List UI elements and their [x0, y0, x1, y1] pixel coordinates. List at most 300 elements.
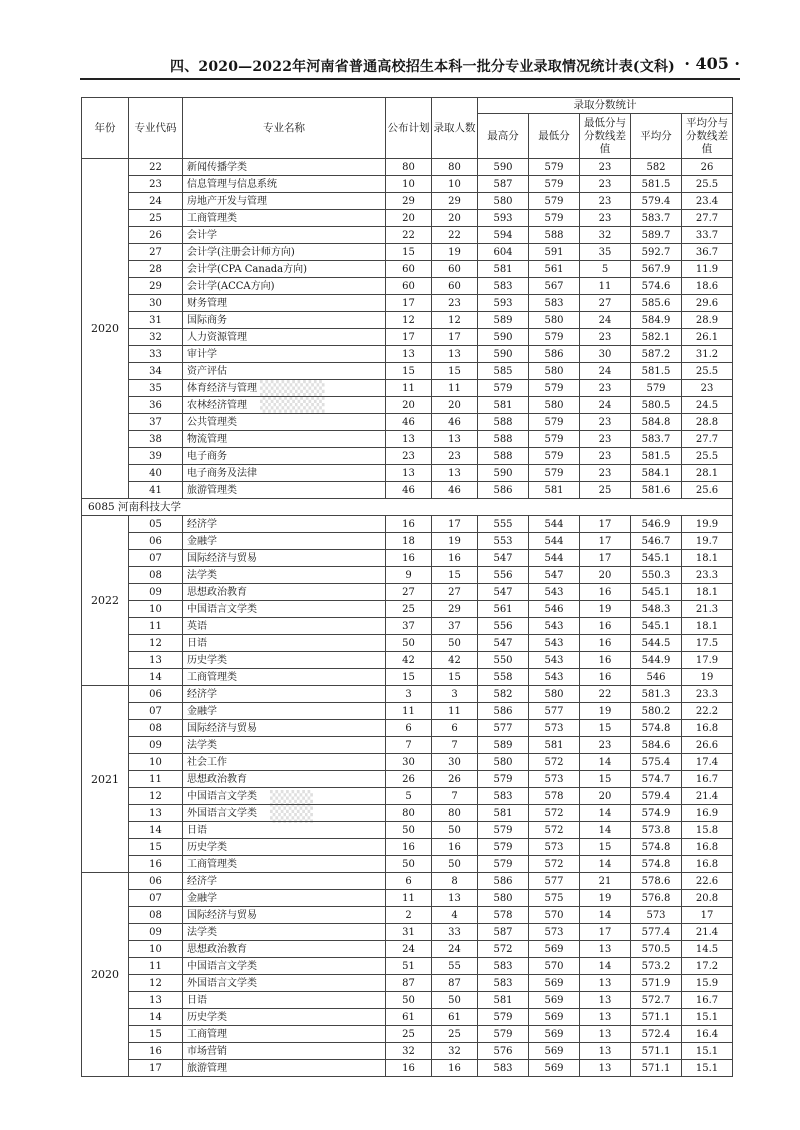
cell-max: 589 — [478, 737, 529, 754]
cell-admitted: 4 — [432, 907, 478, 924]
cell-min: 547 — [529, 567, 580, 584]
cell-avg-diff: 11.9 — [682, 261, 733, 278]
cell-admitted: 42 — [432, 652, 478, 669]
cell-avg: 578.6 — [631, 873, 682, 890]
cell-avg-diff: 15.8 — [682, 822, 733, 839]
cell-plan: 42 — [386, 652, 432, 669]
school-name: 6085 河南科技大学 — [82, 499, 733, 516]
cell-admitted: 80 — [432, 159, 478, 176]
cell-code: 10 — [129, 601, 183, 618]
cell-plan: 50 — [386, 635, 432, 652]
cell-plan: 9 — [386, 567, 432, 584]
cell-min-diff: 23 — [580, 210, 631, 227]
cell-code: 25 — [129, 210, 183, 227]
cell-admitted: 7 — [432, 737, 478, 754]
cell-min-diff: 23 — [580, 431, 631, 448]
cell-min-diff: 13 — [580, 992, 631, 1009]
table-row — [82, 380, 733, 397]
cell-min: 544 — [529, 516, 580, 533]
year-cell: 2020 — [82, 873, 129, 1077]
cell-min-diff: 23 — [580, 380, 631, 397]
cell-avg-diff: 17.4 — [682, 754, 733, 771]
cell-max: 583 — [478, 1060, 529, 1077]
cell-name: 信息管理与信息系统 — [183, 176, 386, 193]
cell-admitted: 50 — [432, 992, 478, 1009]
cell-min-diff: 23 — [580, 737, 631, 754]
cell-min-diff: 32 — [580, 227, 631, 244]
cell-min-diff: 15 — [580, 771, 631, 788]
cell-min-diff: 14 — [580, 822, 631, 839]
cell-admitted: 22 — [432, 227, 478, 244]
cell-max: 583 — [478, 958, 529, 975]
cell-avg: 570.5 — [631, 941, 682, 958]
cell-min-diff: 19 — [580, 703, 631, 720]
cell-admitted: 29 — [432, 601, 478, 618]
cell-avg-diff: 22.6 — [682, 873, 733, 890]
cell-max: 590 — [478, 346, 529, 363]
cell-plan: 61 — [386, 1009, 432, 1026]
col-header-name: 专业名称 — [183, 98, 386, 159]
cell-name: 日语 — [183, 635, 386, 652]
table-row — [82, 601, 733, 618]
cell-admitted: 11 — [432, 703, 478, 720]
cell-code: 26 — [129, 227, 183, 244]
cell-min: 570 — [529, 958, 580, 975]
cell-name: 国际经济与贸易 — [183, 550, 386, 567]
cell-name: 旅游管理类 — [183, 482, 386, 499]
cell-admitted: 13 — [432, 465, 478, 482]
cell-max: 550 — [478, 652, 529, 669]
cell-code: 30 — [129, 295, 183, 312]
cell-avg: 582 — [631, 159, 682, 176]
page-header — [80, 50, 740, 84]
cell-avg-diff: 16.4 — [682, 1026, 733, 1043]
cell-name: 电子商务及法律 — [183, 465, 386, 482]
table-row — [82, 244, 733, 261]
cell-admitted: 20 — [432, 397, 478, 414]
page-title: 四、2020—2022年河南省普通高校招生本科一批分专业录取情况统计表(文科) — [170, 59, 675, 75]
cell-code: 35 — [129, 380, 183, 397]
cell-code: 15 — [129, 839, 183, 856]
cell-max: 581 — [478, 805, 529, 822]
cell-max: 586 — [478, 703, 529, 720]
year-cell: 2022 — [82, 516, 129, 686]
cell-name: 历史学类 — [183, 1009, 386, 1026]
cell-max: 581 — [478, 261, 529, 278]
cell-min: 579 — [529, 431, 580, 448]
cell-min-diff: 24 — [580, 312, 631, 329]
table-row — [82, 720, 733, 737]
cell-admitted: 20 — [432, 210, 478, 227]
cell-min-diff: 23 — [580, 193, 631, 210]
cell-code: 08 — [129, 720, 183, 737]
cell-code: 37 — [129, 414, 183, 431]
cell-code: 10 — [129, 941, 183, 958]
cell-min: 569 — [529, 1060, 580, 1077]
cell-name: 思想政治教育 — [183, 771, 386, 788]
cell-plan: 46 — [386, 414, 432, 431]
cell-name: 中国语言文学类 — [183, 958, 386, 975]
cell-avg-diff: 16.7 — [682, 992, 733, 1009]
cell-name: 市场营销 — [183, 1043, 386, 1060]
cell-min-diff: 23 — [580, 329, 631, 346]
cell-name: 法学类 — [183, 737, 386, 754]
cell-plan: 10 — [386, 176, 432, 193]
cell-code: 13 — [129, 652, 183, 669]
cell-min-diff: 16 — [580, 652, 631, 669]
table-row — [82, 737, 733, 754]
cell-min: 544 — [529, 550, 580, 567]
cell-code: 11 — [129, 618, 183, 635]
cell-min-diff: 19 — [580, 601, 631, 618]
cell-avg-diff: 21.4 — [682, 924, 733, 941]
cell-avg-diff: 14.5 — [682, 941, 733, 958]
table-row — [82, 1060, 733, 1077]
cell-avg-diff: 26.6 — [682, 737, 733, 754]
cell-avg-diff: 25.5 — [682, 363, 733, 380]
cell-name: 中国语言文学类 — [183, 601, 386, 618]
cell-max: 586 — [478, 482, 529, 499]
cell-min-diff: 21 — [580, 873, 631, 890]
cell-admitted: 60 — [432, 261, 478, 278]
cell-name: 日语 — [183, 992, 386, 1009]
cell-max: 580 — [478, 754, 529, 771]
cell-admitted: 23 — [432, 295, 478, 312]
cell-plan: 50 — [386, 856, 432, 873]
cell-plan: 80 — [386, 159, 432, 176]
cell-avg-diff: 25.5 — [682, 176, 733, 193]
cell-admitted: 50 — [432, 856, 478, 873]
cell-min-diff: 11 — [580, 278, 631, 295]
cell-min-diff: 19 — [580, 890, 631, 907]
cell-name: 国际经济与贸易 — [183, 907, 386, 924]
cell-min: 569 — [529, 1009, 580, 1026]
cell-min: 573 — [529, 720, 580, 737]
cell-avg: 571.1 — [631, 1009, 682, 1026]
cell-avg-diff: 26 — [682, 159, 733, 176]
cell-name: 英语 — [183, 618, 386, 635]
cell-code: 28 — [129, 261, 183, 278]
cell-avg-diff: 15.1 — [682, 1009, 733, 1026]
cell-avg: 546.7 — [631, 533, 682, 550]
table-row — [82, 1026, 733, 1043]
table-row — [82, 941, 733, 958]
cell-avg: 584.8 — [631, 414, 682, 431]
cell-code: 33 — [129, 346, 183, 363]
cell-plan: 80 — [386, 805, 432, 822]
cell-max: 561 — [478, 601, 529, 618]
cell-min: 580 — [529, 363, 580, 380]
cell-max: 579 — [478, 771, 529, 788]
cell-name: 资产评估 — [183, 363, 386, 380]
cell-avg: 581.5 — [631, 176, 682, 193]
cell-max: 556 — [478, 567, 529, 584]
cell-avg-diff: 17 — [682, 907, 733, 924]
cell-name: 外国语言文学类 — [183, 975, 386, 992]
table-row — [82, 924, 733, 941]
cell-max: 590 — [478, 159, 529, 176]
cell-plan: 30 — [386, 754, 432, 771]
cell-code: 11 — [129, 958, 183, 975]
cell-plan: 46 — [386, 482, 432, 499]
cell-admitted: 16 — [432, 839, 478, 856]
cell-min-diff: 23 — [580, 414, 631, 431]
cell-avg: 575.4 — [631, 754, 682, 771]
cell-admitted: 50 — [432, 822, 478, 839]
table-row — [82, 771, 733, 788]
cell-name: 房地产开发与管理 — [183, 193, 386, 210]
cell-max: 577 — [478, 720, 529, 737]
col-header-min: 最低分 — [529, 114, 580, 159]
cell-avg: 573.2 — [631, 958, 682, 975]
cell-avg: 546 — [631, 669, 682, 686]
cell-plan: 13 — [386, 465, 432, 482]
cell-avg-diff: 17.9 — [682, 652, 733, 669]
cell-avg-diff: 28.1 — [682, 465, 733, 482]
cell-avg: 545.1 — [631, 618, 682, 635]
cell-avg: 581.5 — [631, 363, 682, 380]
cell-plan: 12 — [386, 312, 432, 329]
cell-code: 11 — [129, 771, 183, 788]
cell-plan: 15 — [386, 669, 432, 686]
cell-name: 物流管理 — [183, 431, 386, 448]
cell-avg-diff: 25.6 — [682, 482, 733, 499]
cell-avg: 548.3 — [631, 601, 682, 618]
cell-avg-diff: 29.6 — [682, 295, 733, 312]
table-row — [82, 159, 733, 176]
cell-name: 公共管理类 — [183, 414, 386, 431]
table-row — [82, 176, 733, 193]
table-row — [82, 907, 733, 924]
cell-min: 578 — [529, 788, 580, 805]
cell-max: 590 — [478, 329, 529, 346]
cell-avg: 574.8 — [631, 839, 682, 856]
cell-max: 555 — [478, 516, 529, 533]
cell-name: 审计学 — [183, 346, 386, 363]
cell-code: 23 — [129, 176, 183, 193]
cell-avg-diff: 28.9 — [682, 312, 733, 329]
scan-watermark: ▒▒ — [270, 790, 314, 823]
cell-min-diff: 16 — [580, 635, 631, 652]
cell-avg: 579.4 — [631, 193, 682, 210]
cell-avg-diff: 25.5 — [682, 448, 733, 465]
cell-avg: 579 — [631, 380, 682, 397]
cell-avg-diff: 24.5 — [682, 397, 733, 414]
cell-avg: 544.5 — [631, 635, 682, 652]
cell-name: 国际经济与贸易 — [183, 720, 386, 737]
cell-avg: 571.9 — [631, 975, 682, 992]
cell-min: 580 — [529, 312, 580, 329]
table-row — [82, 482, 733, 499]
cell-max: 578 — [478, 907, 529, 924]
cell-max: 589 — [478, 312, 529, 329]
cell-avg: 567.9 — [631, 261, 682, 278]
cell-max: 579 — [478, 856, 529, 873]
cell-plan: 5 — [386, 788, 432, 805]
cell-name: 工商管理类 — [183, 210, 386, 227]
cell-code: 41 — [129, 482, 183, 499]
cell-max: 579 — [478, 380, 529, 397]
table-row — [82, 754, 733, 771]
cell-name: 新闻传播学类 — [183, 159, 386, 176]
cell-admitted: 12 — [432, 312, 478, 329]
cell-min: 561 — [529, 261, 580, 278]
cell-name: 法学类 — [183, 924, 386, 941]
cell-max: 558 — [478, 669, 529, 686]
cell-admitted: 27 — [432, 584, 478, 601]
cell-avg: 576.8 — [631, 890, 682, 907]
cell-avg: 581.3 — [631, 686, 682, 703]
table-row — [82, 193, 733, 210]
cell-avg: 573 — [631, 907, 682, 924]
cell-avg: 546.9 — [631, 516, 682, 533]
cell-plan: 51 — [386, 958, 432, 975]
cell-name: 财务管理 — [183, 295, 386, 312]
cell-name: 电子商务 — [183, 448, 386, 465]
cell-avg-diff: 27.7 — [682, 210, 733, 227]
cell-min: 579 — [529, 465, 580, 482]
cell-avg: 544.9 — [631, 652, 682, 669]
cell-min-diff: 13 — [580, 1043, 631, 1060]
cell-code: 12 — [129, 975, 183, 992]
cell-name: 工商管理类 — [183, 669, 386, 686]
cell-min-diff: 17 — [580, 550, 631, 567]
table-row — [82, 856, 733, 873]
cell-avg-diff: 23.3 — [682, 686, 733, 703]
table-row — [82, 295, 733, 312]
cell-min: 580 — [529, 397, 580, 414]
cell-name: 金融学 — [183, 533, 386, 550]
cell-admitted: 19 — [432, 533, 478, 550]
cell-min: 579 — [529, 159, 580, 176]
cell-max: 587 — [478, 176, 529, 193]
cell-max: 556 — [478, 618, 529, 635]
cell-plan: 26 — [386, 771, 432, 788]
cell-avg: 580.5 — [631, 397, 682, 414]
col-header-admitted: 录取人数 — [432, 98, 478, 159]
cell-admitted: 13 — [432, 890, 478, 907]
cell-max: 583 — [478, 975, 529, 992]
cell-code: 09 — [129, 924, 183, 941]
cell-min: 577 — [529, 703, 580, 720]
cell-min: 572 — [529, 856, 580, 873]
cell-min-diff: 35 — [580, 244, 631, 261]
cell-avg-diff: 28.8 — [682, 414, 733, 431]
cell-min-diff: 22 — [580, 686, 631, 703]
cell-min: 583 — [529, 295, 580, 312]
table-row — [82, 686, 733, 703]
cell-code: 16 — [129, 856, 183, 873]
cell-admitted: 60 — [432, 278, 478, 295]
cell-admitted: 16 — [432, 550, 478, 567]
cell-min: 567 — [529, 278, 580, 295]
cell-avg: 585.6 — [631, 295, 682, 312]
header-rule — [80, 78, 740, 80]
cell-name: 经济学 — [183, 873, 386, 890]
cell-code: 12 — [129, 788, 183, 805]
cell-avg: 581.6 — [631, 482, 682, 499]
cell-code: 13 — [129, 805, 183, 822]
cell-avg-diff: 18.1 — [682, 618, 733, 635]
cell-avg: 592.7 — [631, 244, 682, 261]
cell-avg: 584.9 — [631, 312, 682, 329]
cell-plan: 16 — [386, 550, 432, 567]
cell-min: 579 — [529, 210, 580, 227]
cell-max: 593 — [478, 210, 529, 227]
cell-min-diff: 14 — [580, 856, 631, 873]
cell-plan: 15 — [386, 244, 432, 261]
cell-min: 573 — [529, 839, 580, 856]
cell-min-diff: 20 — [580, 567, 631, 584]
cell-plan: 2 — [386, 907, 432, 924]
cell-avg-diff: 16.7 — [682, 771, 733, 788]
cell-avg: 587.2 — [631, 346, 682, 363]
cell-plan: 23 — [386, 448, 432, 465]
cell-avg: 545.1 — [631, 550, 682, 567]
cell-plan: 27 — [386, 584, 432, 601]
cell-avg-diff: 21.3 — [682, 601, 733, 618]
cell-min: 570 — [529, 907, 580, 924]
cell-avg-diff: 22.2 — [682, 703, 733, 720]
cell-min: 572 — [529, 754, 580, 771]
cell-avg-diff: 23 — [682, 380, 733, 397]
cell-admitted: 25 — [432, 1026, 478, 1043]
cell-code: 17 — [129, 1060, 183, 1077]
cell-code: 39 — [129, 448, 183, 465]
cell-avg-diff: 18.1 — [682, 550, 733, 567]
cell-max: 588 — [478, 448, 529, 465]
cell-admitted: 15 — [432, 567, 478, 584]
cell-min: 581 — [529, 737, 580, 754]
cell-plan: 29 — [386, 193, 432, 210]
cell-name: 外国语言文学类 — [183, 805, 386, 822]
cell-code: 06 — [129, 533, 183, 550]
cell-min: 579 — [529, 176, 580, 193]
cell-min-diff: 17 — [580, 516, 631, 533]
cell-admitted: 80 — [432, 805, 478, 822]
cell-plan: 50 — [386, 822, 432, 839]
cell-min: 579 — [529, 329, 580, 346]
cell-avg-diff: 26.1 — [682, 329, 733, 346]
cell-plan: 7 — [386, 737, 432, 754]
cell-min-diff: 14 — [580, 805, 631, 822]
cell-avg-diff: 19 — [682, 669, 733, 686]
cell-code: 38 — [129, 431, 183, 448]
cell-plan: 11 — [386, 890, 432, 907]
cell-plan: 20 — [386, 210, 432, 227]
cell-min-diff: 23 — [580, 159, 631, 176]
cell-avg-diff: 15.1 — [682, 1060, 733, 1077]
col-header-stats-group: 录取分数统计 — [478, 98, 733, 114]
cell-min-diff: 23 — [580, 176, 631, 193]
cell-min-diff: 24 — [580, 397, 631, 414]
cell-max: 588 — [478, 431, 529, 448]
cell-min: 543 — [529, 618, 580, 635]
cell-plan: 25 — [386, 1026, 432, 1043]
cell-avg-diff: 17.2 — [682, 958, 733, 975]
cell-code: 40 — [129, 465, 183, 482]
cell-max: 576 — [478, 1043, 529, 1060]
cell-avg: 572.7 — [631, 992, 682, 1009]
cell-code: 12 — [129, 635, 183, 652]
cell-code: 22 — [129, 159, 183, 176]
cell-min: 569 — [529, 941, 580, 958]
cell-min-diff: 13 — [580, 941, 631, 958]
cell-min: 543 — [529, 669, 580, 686]
cell-plan: 20 — [386, 397, 432, 414]
cell-min: 543 — [529, 652, 580, 669]
cell-admitted: 7 — [432, 788, 478, 805]
